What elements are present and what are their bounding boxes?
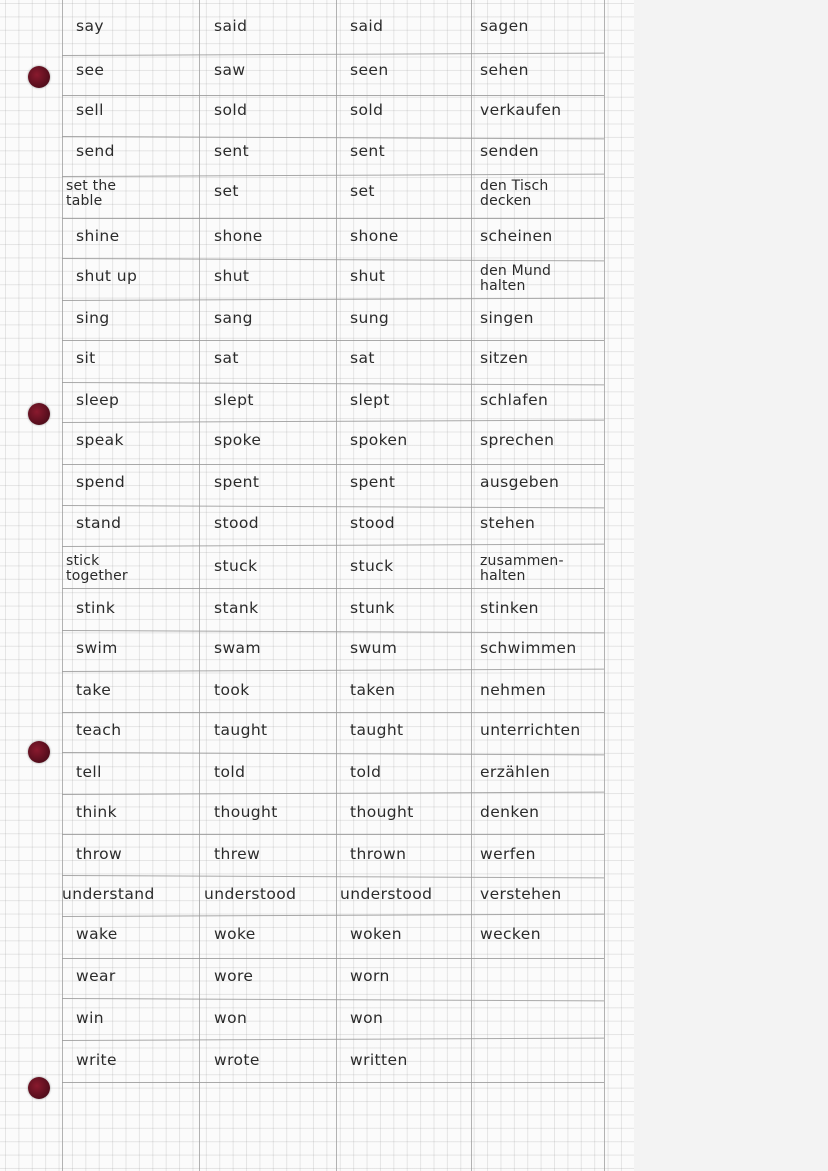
past-participle-cell: woken [350,925,402,943]
german-translation-cell: sitzen [480,349,529,367]
past-participle-cell: said [350,17,384,35]
row-divider [62,712,604,713]
simple-past-cell: set [214,182,239,200]
german-translation-cell: den Mund halten [480,263,552,294]
past-participle-cell: sold [350,101,384,119]
past-participle-cell: spent [350,473,396,491]
german-translation-cell: sprechen [480,431,555,449]
simple-past-cell: understood [204,885,297,903]
row-divider [62,95,604,96]
german-translation-cell: schwimmen [480,639,577,657]
infinitive-cell: wake [76,925,118,943]
german-translation-cell: wecken [480,925,541,943]
past-participle-cell: thought [350,803,414,821]
simple-past-cell: took [214,681,250,699]
past-participle-cell: seen [350,61,389,79]
german-translation-cell: verkaufen [480,101,562,119]
past-participle-cell: slept [350,391,390,409]
background-surface [634,0,828,1171]
simple-past-cell: spent [214,473,260,491]
simple-past-cell: taught [214,721,268,739]
past-participle-cell: taught [350,721,404,739]
past-participle-cell: sung [350,309,390,327]
infinitive-cell: spend [76,473,126,491]
german-translation-cell: ausgeben [480,473,560,491]
german-translation-cell: scheinen [480,227,553,245]
infinitive-cell: stick together [66,553,128,584]
simple-past-cell: slept [214,391,254,409]
row-divider [62,752,604,755]
infinitive-cell: stink [76,599,116,617]
simple-past-cell: saw [214,61,246,79]
past-participle-cell: won [350,1009,384,1027]
row-divider [62,464,604,465]
german-translation-cell: werfen [480,845,536,863]
german-translation-cell: nehmen [480,681,547,699]
simple-past-cell: stood [214,514,259,532]
german-translation-cell: den Tisch decken [480,178,549,209]
past-participle-cell: swum [350,639,398,657]
simple-past-cell: wore [214,967,254,985]
infinitive-cell: send [76,142,115,160]
infinitive-cell: win [76,1009,105,1027]
past-participle-cell: thrown [350,845,407,863]
infinitive-cell: take [76,681,112,699]
german-translation-cell: denken [480,803,540,821]
past-participle-cell: shone [350,227,399,245]
row-divider [62,136,604,139]
infinitive-cell: write [76,1051,117,1069]
infinitive-cell: throw [76,845,123,863]
infinitive-cell: wear [76,967,116,985]
row-divider [62,258,604,261]
infinitive-cell: shine [76,227,120,245]
infinitive-cell: think [76,803,118,821]
simple-past-cell: swam [214,639,261,657]
column-divider [604,0,605,1171]
german-translation-cell: verstehen [480,885,562,903]
infinitive-cell: teach [76,721,122,739]
past-participle-cell: worn [350,967,390,985]
past-participle-cell: set [350,182,375,200]
infinitive-cell: see [76,61,105,79]
punch-hole-icon [28,66,50,88]
row-divider [62,669,604,672]
simple-past-cell: stuck [214,557,258,575]
german-translation-cell: stinken [480,599,539,617]
past-participle-cell: stood [350,514,395,532]
simple-past-cell: sang [214,309,253,327]
simple-past-cell: shone [214,227,263,245]
infinitive-cell: speak [76,431,124,449]
punch-hole-icon [28,741,50,763]
german-translation-cell: zusammen- halten [480,553,564,584]
simple-past-cell: told [214,763,246,781]
row-divider [62,834,604,835]
row-divider [62,1082,604,1083]
column-divider [471,0,472,1171]
german-translation-cell: unterrichten [480,721,581,739]
german-translation-cell: erzählen [480,763,551,781]
row-divider [62,998,604,1001]
infinitive-cell: understand [62,885,155,903]
row-divider [62,958,604,959]
row-divider [62,298,604,301]
infinitive-cell: sing [76,309,110,327]
row-divider [62,792,604,795]
row-divider [62,382,604,385]
simple-past-cell: spoke [214,431,262,449]
past-participle-cell: stuck [350,557,394,575]
row-divider [62,1038,604,1041]
punch-hole-icon [28,403,50,425]
row-divider [62,53,604,56]
german-translation-cell: singen [480,309,534,327]
german-translation-cell: sagen [480,17,529,35]
german-translation-cell: stehen [480,514,536,532]
simple-past-cell: sent [214,142,250,160]
past-participle-cell: taken [350,681,396,699]
simple-past-cell: won [214,1009,248,1027]
past-participle-cell: written [350,1051,408,1069]
row-divider [62,914,604,917]
row-divider [62,174,604,177]
row-divider [62,544,604,547]
past-participle-cell: spoken [350,431,408,449]
simple-past-cell: thought [214,803,278,821]
past-participle-cell: sat [350,349,375,367]
row-divider [62,420,604,423]
row-divider [62,218,604,219]
infinitive-cell: sell [76,101,104,119]
row-divider [62,875,604,878]
past-participle-cell: shut [350,267,386,285]
simple-past-cell: stank [214,599,259,617]
row-divider [62,588,604,589]
past-participle-cell: sent [350,142,386,160]
infinitive-cell: sit [76,349,96,367]
infinitive-cell: stand [76,514,122,532]
simple-past-cell: wrote [214,1051,260,1069]
german-translation-cell: schlafen [480,391,549,409]
punch-hole-icon [28,1077,50,1099]
past-participle-cell: stunk [350,599,395,617]
row-divider [62,505,604,508]
infinitive-cell: sleep [76,391,120,409]
simple-past-cell: threw [214,845,261,863]
infinitive-cell: tell [76,763,102,781]
infinitive-cell: swim [76,639,118,657]
row-divider [62,340,604,341]
infinitive-cell: set the table [66,178,117,209]
simple-past-cell: sold [214,101,248,119]
row-divider [62,630,604,633]
past-participle-cell: told [350,763,382,781]
infinitive-cell: say [76,17,104,35]
simple-past-cell: shut [214,267,250,285]
simple-past-cell: sat [214,349,239,367]
german-translation-cell: senden [480,142,540,160]
simple-past-cell: said [214,17,248,35]
german-translation-cell: sehen [480,61,529,79]
infinitive-cell: shut up [76,267,138,285]
simple-past-cell: woke [214,925,256,943]
past-participle-cell: understood [340,885,433,903]
